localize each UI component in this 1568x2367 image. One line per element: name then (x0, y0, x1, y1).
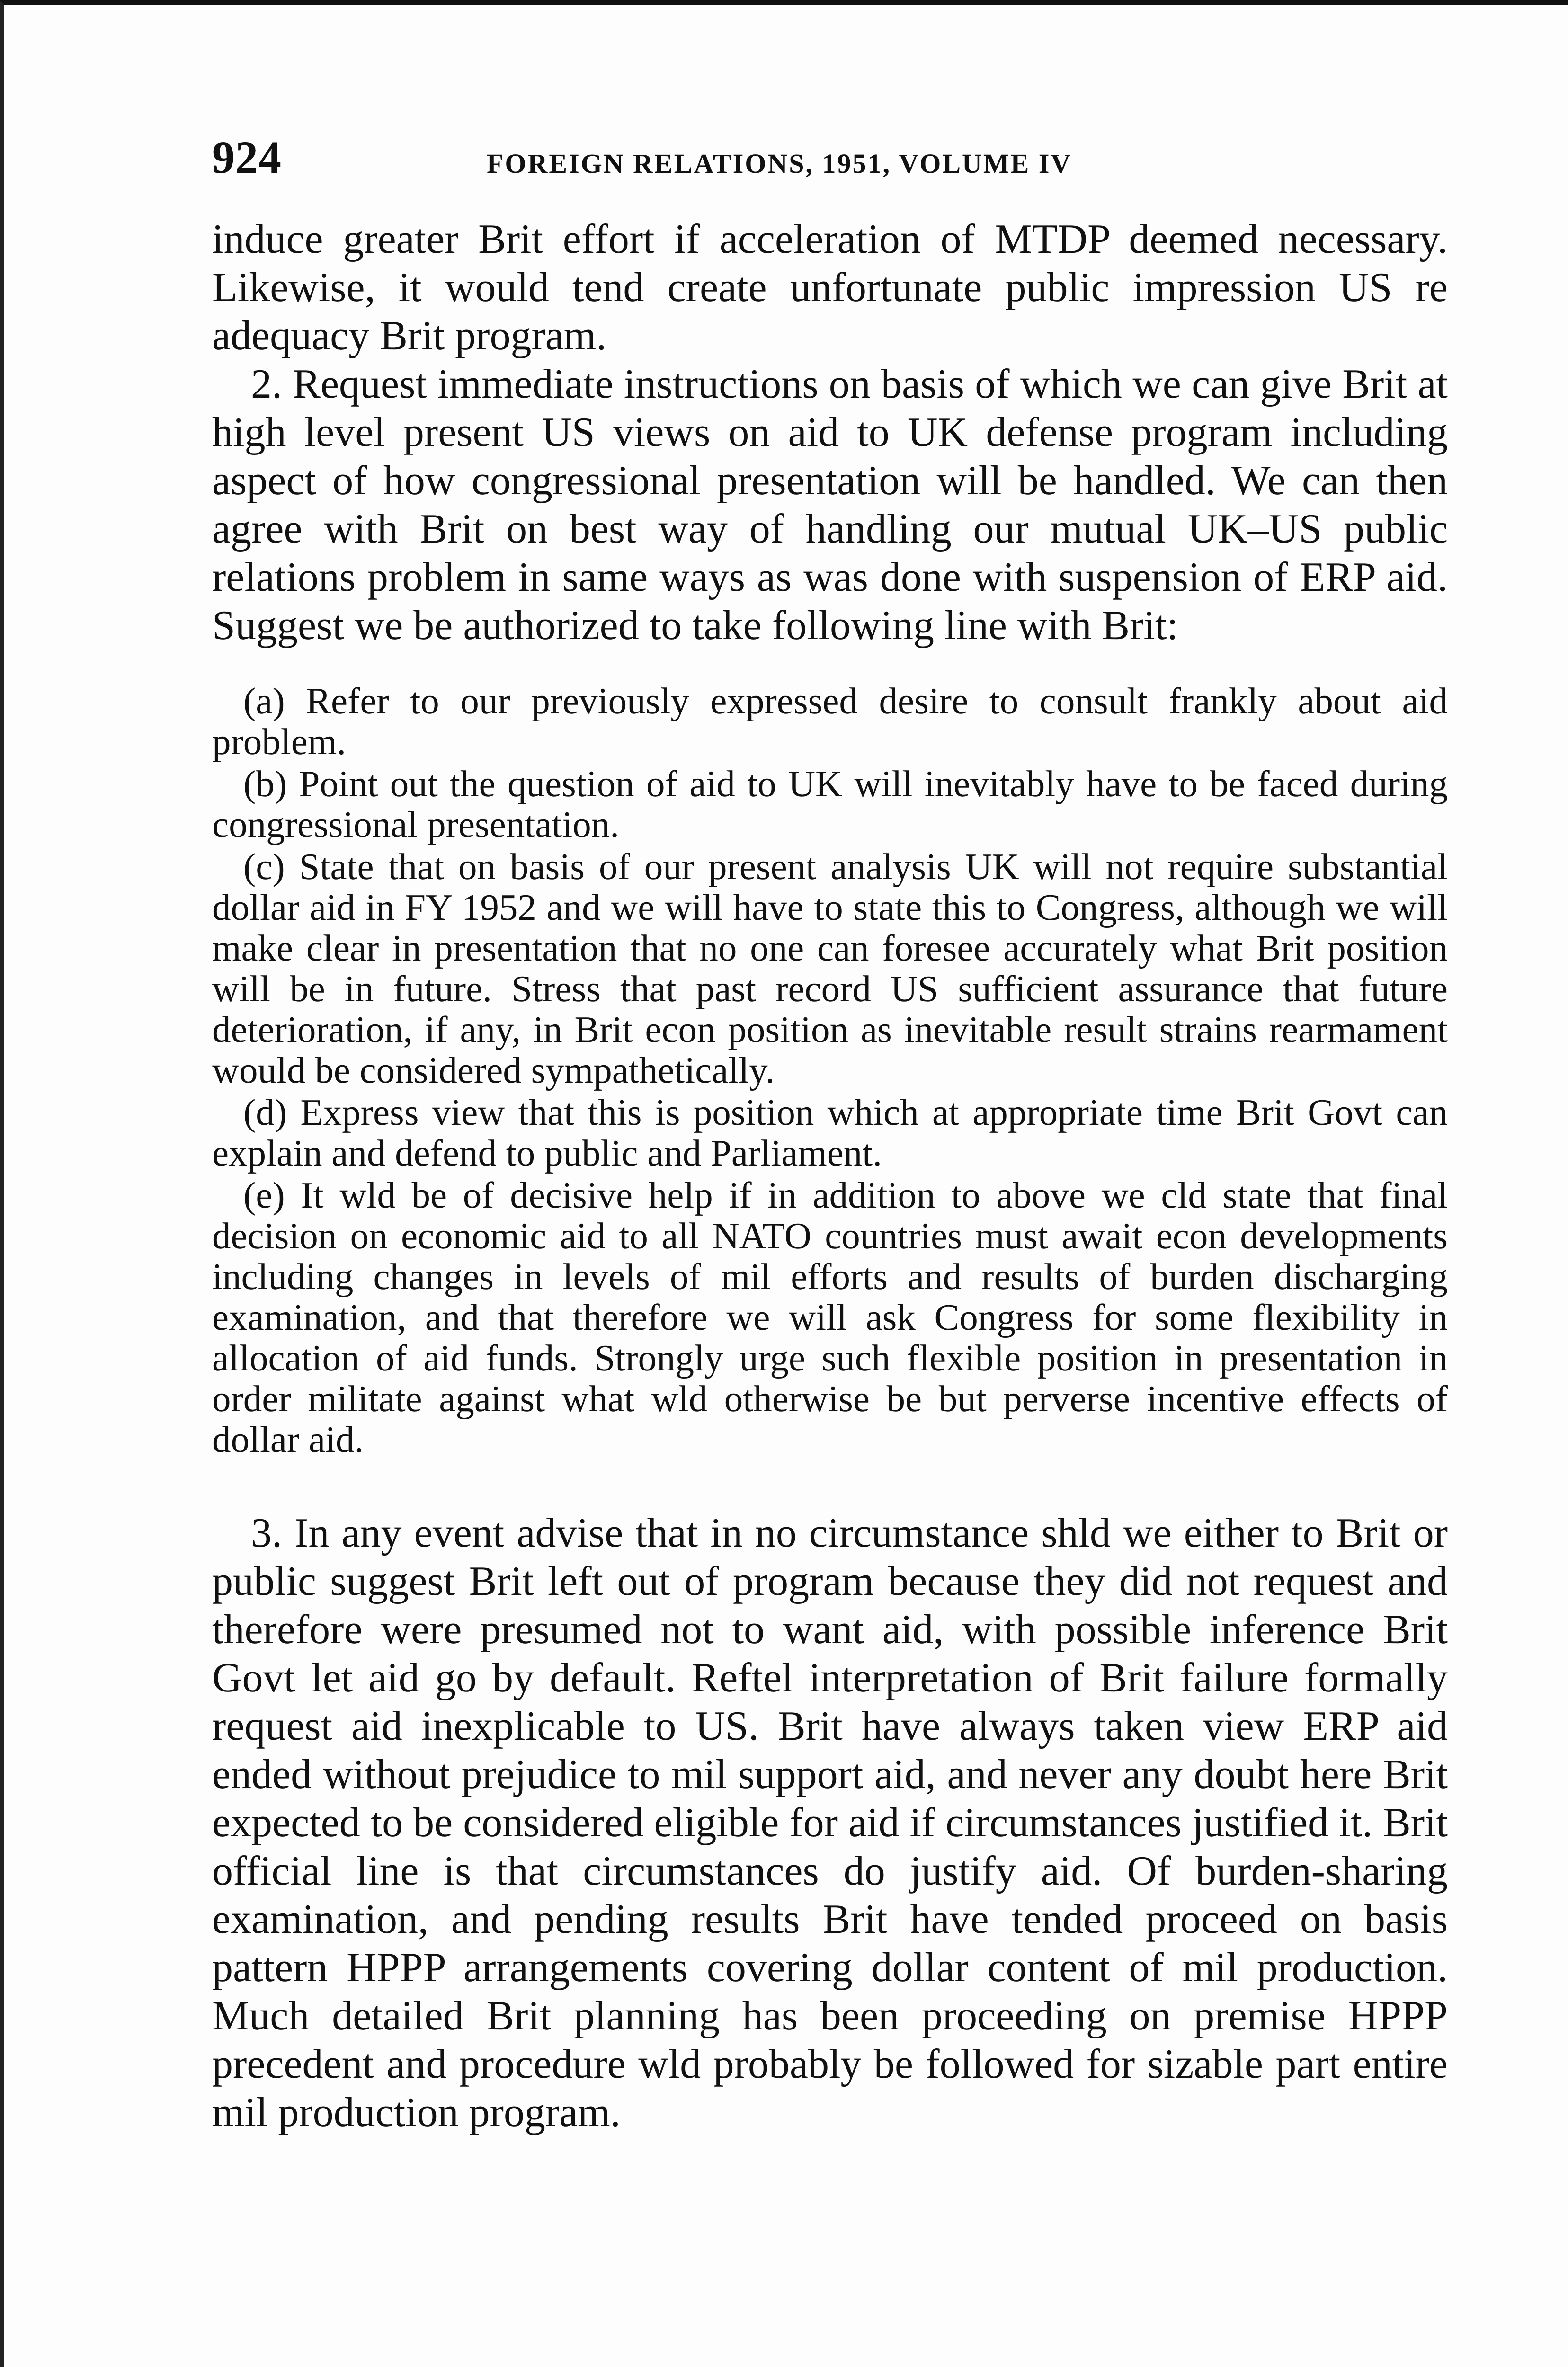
sub-item-e: (e) It wld be of decisive help if in addition to above we cld state that final decision on economic aid to all NATO countries must await econ developments including changes in levels of mil efforts and results of burden discharging examination, and that therefore we will ask Congress for some flexibility in allocation of aid funds. Strongly urge such flexible position in presentation in order militate against what wld otherwise be but perverse incentive effects of dollar aid. (212, 1175, 1448, 1460)
section-spacer (212, 1462, 1448, 1509)
sub-item-b: (b) Point out the question of aid to UK will inevitably have to be faced during congressional presentation. (212, 764, 1448, 845)
page-header (212, 132, 1448, 187)
body-text (212, 215, 1448, 2137)
paragraph-continuation: induce greater Brit effort if acceleration of MTDP deemed necessary. Likewise, it would tend create unfortunate public impression US re adequacy Brit program. (212, 216, 1448, 359)
sub-item-a: (a) Refer to our previously expressed desire to consult frankly about aid problem. (212, 681, 1448, 763)
sub-item-c: (c) State that on basis of our present analysis UK will not require substantial dollar aid in FY 1952 and we will have to state this to Congress, although we will make clear in presentation that no one can foresee accurately what Brit position will be in future. Stress that past record US sufficient assurance that future deterioration, if any, in Brit econ position as inevitable result strains rearmament would be considered sympathetically. (212, 846, 1448, 1091)
sub-item-d: (d) Express view that this is position which at appropriate time Brit Govt can explain and defend to public and Parliament. (212, 1092, 1448, 1174)
running-head: FOREIGN RELATIONS, 1951, VOLUME IV (487, 148, 1072, 179)
sub-item-list (212, 681, 1448, 1460)
paragraph-2: 2. Request immediate instructions on basis of which we can give Brit at high level present US views on aid to UK defense program including aspect of how congressional presentation will be handled. We can then agree with Brit on best way of handling our mutual UK–US public relations problem in same ways as was done with suspension of ERP aid. Suggest we be authorized to take following line with Brit: (212, 361, 1448, 649)
page-number: 924 (212, 132, 282, 183)
paragraph-3: 3. In any event advise that in no circumstance shld we either to Brit or public suggest Brit left out of program because they did not request and therefore were presumed not to want aid, with possible inference Brit Govt let aid go by default. Reftel interpretation of Brit failure formally request aid inexplicable to US. Brit have always taken view ERP aid ended without prejudice to mil support aid, and never any doubt here Brit expected to be considered eligible for aid if circumstances justified it. Brit official line is that circumstances do justify aid. Of burden-sharing examination, and pending results Brit have tended proceed on basis pattern HPPP arrangements covering dollar content of mil production. Much detailed Brit planning has been proceeding on premise HPPP precedent and procedure wld probably be followed for sizable part entire mil production program. (212, 1510, 1448, 2136)
